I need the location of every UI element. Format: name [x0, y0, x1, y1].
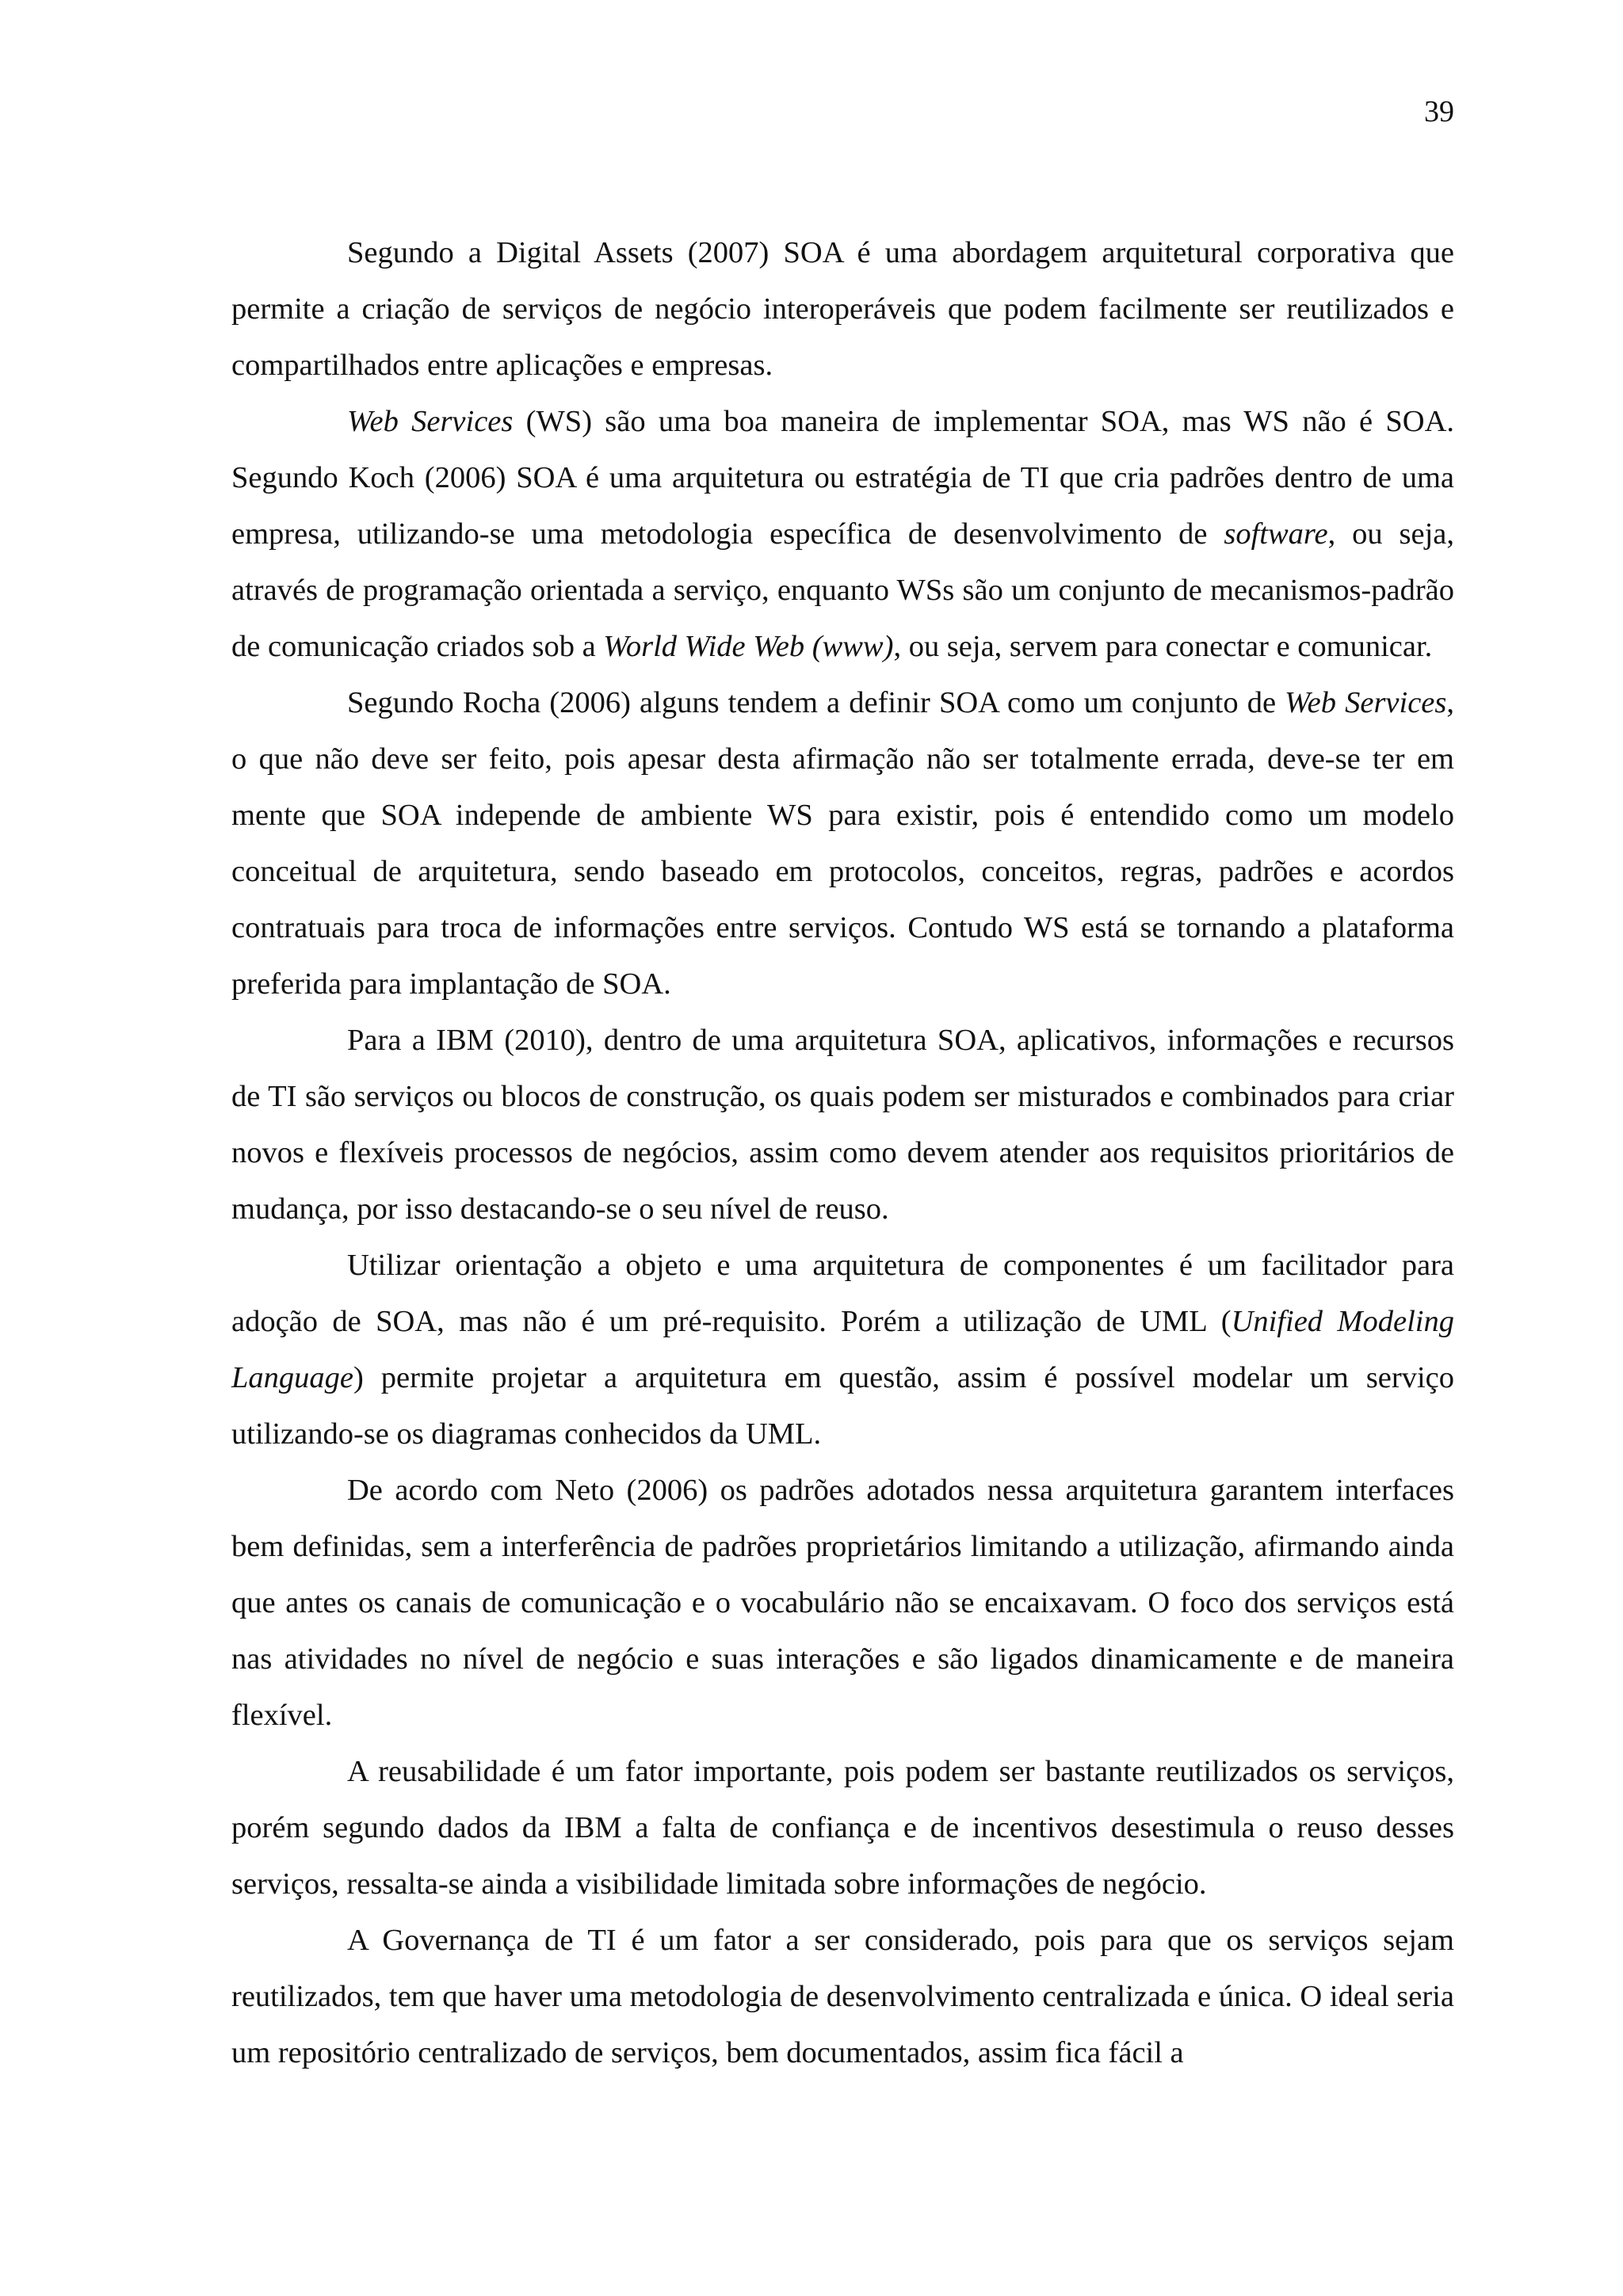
- paragraph: [231, 1013, 1454, 1238]
- paragraph-text: Segundo a Digital Assets (2007) SOA é uma abordagem arquitetural corporativa que permite a criação de serviços de negócio interoperáveis que podem facilmente ser reutilizados e compartilhados entre aplicações e empresas.: [231, 236, 1454, 382]
- paragraph: [231, 675, 1454, 1013]
- paragraph: [231, 1463, 1454, 1744]
- paragraph-text: , ou seja, através de programação orientada a serviço, enquanto WSs são um conjunto de mecanismos-padrão de comunicação criados sob a: [231, 517, 1455, 663]
- paragraph-text: Segundo Rocha (2006) alguns tendem a definir SOA como um conjunto de: [347, 686, 1285, 719]
- document-body: [231, 225, 1454, 2081]
- paragraph-text: Utilizar orientação a objeto e uma arquitetura de componentes é um facilitador para adoção de SOA, mas não é um pré-requisito. Porém a utilização de UML (: [231, 1249, 1454, 1338]
- paragraph: [231, 1913, 1454, 2081]
- paragraph-text: Para a IBM (2010), dentro de uma arquitetura SOA, aplicativos, informações e recursos de TI são serviços ou blocos de construção, os quais podem ser misturados e combinados para criar novos e flexíveis processos de negócios, assim como devem atender aos requisitos prioritários de mudança, por isso destacando-se o seu nível de reuso.: [231, 1024, 1454, 1226]
- page-number: 39: [1424, 95, 1454, 128]
- paragraph-text: , ou seja, servem para conectar e comunicar.: [893, 630, 1433, 663]
- paragraph-text: A reusabilidade é um fator importante, pois podem ser bastante reutilizados os serviços, porém segundo dados da IBM a falta de confiança e de incentivos desestimula o reuso desses serviços, ressalta-se ainda a visibilidade limitada sobre informações de negócio.: [231, 1755, 1454, 1901]
- paragraph: [231, 1238, 1454, 1463]
- paragraph: [231, 394, 1454, 675]
- paragraph-text: , o que não deve ser feito, pois apesar desta afirmação não ser totalmente errada, deve-se ter em mente que SOA independe de ambiente WS para existir, pois é entendido como um modelo conceitual de arquitetura, sendo baseado em protocolos, conceitos, regras, padrões e acordos contratuais para troca de informações entre serviços. Contudo WS está se tornando a plataforma preferida para implantação de SOA.: [231, 686, 1454, 1001]
- paragraph: [231, 1744, 1454, 1913]
- paragraph-text: (WS) são uma boa maneira de implementar SOA, mas WS não é SOA. Segundo Koch (2006) SOA é uma arquitetura ou estratégia de TI que cria padrões dentro de uma empresa, utilizando-se uma metodologia específica de desenvolvimento de: [231, 405, 1455, 551]
- paragraph-text: ) permite projetar a arquitetura em questão, assim é possível modelar um serviço utilizando-se os diagramas conhecidos da UML.: [231, 1361, 1454, 1451]
- paragraph: [231, 225, 1454, 394]
- italic-text: World Wide Web (www): [603, 630, 894, 663]
- italic-text: Web Services: [1285, 686, 1447, 719]
- italic-text: Unified Modeling Language: [231, 1305, 1454, 1394]
- italic-text: software: [1224, 517, 1328, 551]
- paragraph-text: De acordo com Neto (2006) os padrões adotados nessa arquitetura garantem interfaces bem definidas, sem a interferência de padrões proprietários limitando a utilização, afirmando ainda que antes os canais de comunicação e o vocabulário não se encaixavam. O foco dos serviços está nas atividades no nível de negócio e suas interações e são ligados dinamicamente e de maneira flexível.: [231, 1474, 1454, 1732]
- italic-text: Web Services: [347, 405, 514, 438]
- paragraph-text: A Governança de TI é um fator a ser considerado, pois para que os serviços sejam reutilizados, tem que haver uma metodologia de desenvolvimento centralizada e única. O ideal seria um repositório centralizado de serviços, bem documentados, assim fica fácil a: [231, 1924, 1454, 2069]
